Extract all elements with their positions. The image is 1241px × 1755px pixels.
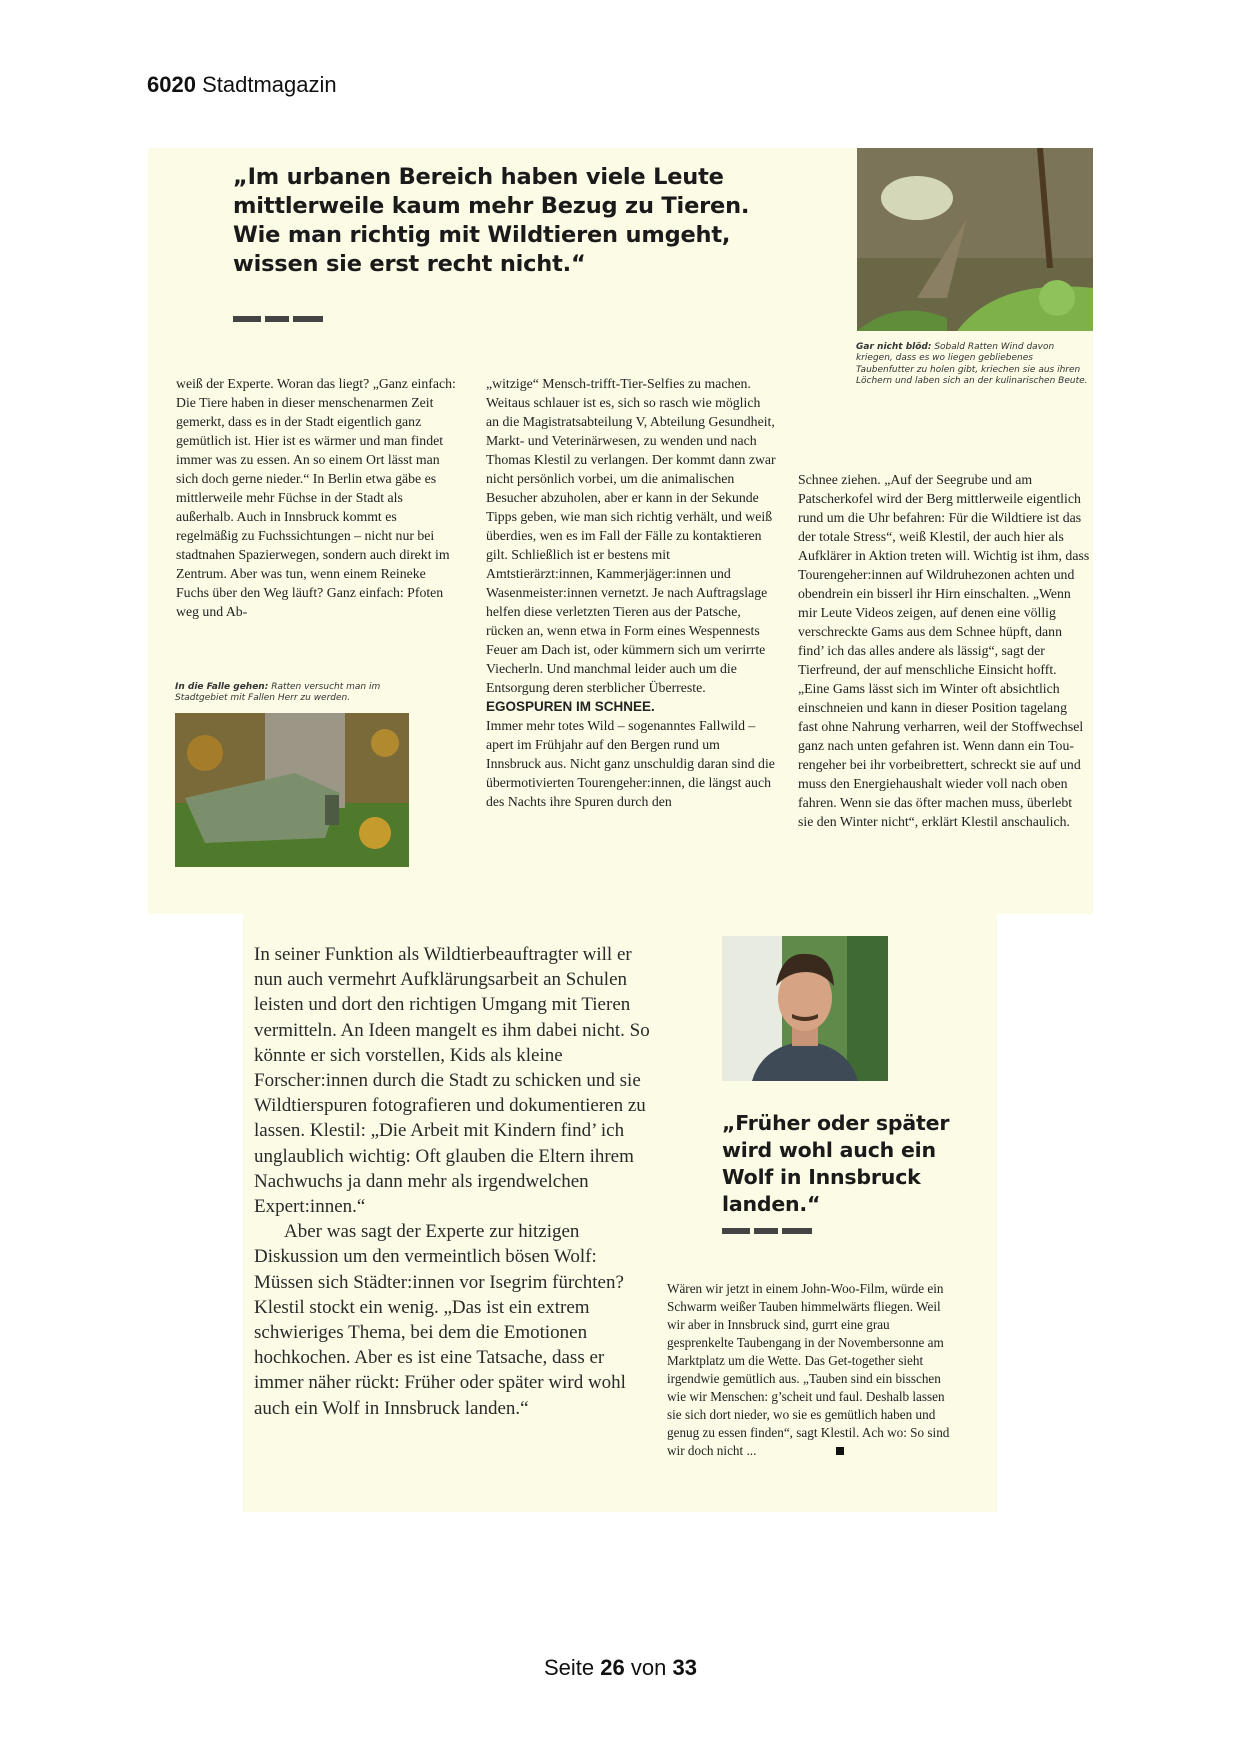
footer-mid: von — [630, 1655, 667, 1680]
caption-pigeon-lead: Gar nicht blöd: — [856, 342, 932, 352]
column-2-text: „witzige“ Mensch-trifft-Tier-Selfies zu machen. Weitaus schlauer ist es, sich so rasch wie möglich an die Magistratsabteilung V, Abteilung Gesundheit, Markt- und Veterinärwesen, zu wenden und nach Thomas Klestil zu verlangen. Der kommt dann zwar nicht persönlich vorbei, um die animalischen Besucher abzuholen, aber er kann in der Sekunde Tipps geben, wie man sich richtig verhält, und weiß überdies, wen es im Fall der Fälle zu kontaktieren gilt. Schließlich ist er bestens mit Amtstierärzt:innen, Kammerjäger:innen und Wasenmeister:innen vernetzt. Je nach Auftragslage helfen diese verletzten Tieren aus der Patsche, rücken an, wenn etwa in Form eines Wespennests Feuer am Dach ist, oder kümmern sich um verirrte Viecherln. Und manchmal leider auch um die Entsorgung deren sterblicher Überreste. — [486, 376, 776, 695]
column-2-text-cont: Immer mehr totes Wild – sogenanntes Fallwild – apert im Frühjahr auf den Bergen rund um Innsbruck aus. Nicht ganz unschuldig daran sind die übermotivierten Tourengeher:innen, die längst auch des Nachts ihre Spuren durch den — [486, 718, 775, 809]
large-paragraph-1: In seiner Funktion als Wildtierbeauftragter will er nun auch vermehrt Aufklärungsarbeit an Schulen leisten und dort den richtigen Umgang mit Tieren vermitteln. An Ideen mangelt es ihm dabei nicht. So könnte er sich vorstellen, Kids als kleine Forscher:innen durch die Stadt zu schicken und sie Wildtierspuren fotografieren und dokumentieren zu lassen. Klestil: „Die Arbeit mit Kindern find’ ich unglaublich wichtig: Oft glauben die Eltern ihrem Nachwuchs ja dann mehr als irgendwelchen Expert:innen.“ — [254, 944, 650, 1218]
pull-quote-bottom: „Früher oder später wird wohl auch ein Wolf in Innsbruck landen.“ — [722, 1111, 950, 1216]
caption-trap-lead: In die Falle gehen: — [175, 682, 269, 692]
column-3 — [798, 470, 1090, 831]
column-1-text: weiß der Experte. Woran das liegt? „Ganz einfach: Die Tiere haben in dieser menschenarmen Zeit gemerkt, dass es in der Stadt eigentlich ganz gemütlich ist. Hier ist es wärmer und man findet immer was zu essen. An so einem Ort lässt man sich doch gerne nieder.“ In Berlin etwa gäbe es mittlerweile mehr Füchse in der Stadt als außerhalb. Auch in Innsbruck kommt es regelmäßig zu Fuchssichtungen – nicht nur bei stadtnahen Spazierwegen, sondern auch direkt im Zentrum. Aber was tun, wenn einem Reineke Fuchs über den Weg läuft? Ganz einfach: Pfoten weg und Ab- — [176, 376, 456, 619]
portrait-photo — [722, 936, 888, 1081]
rat-trap-photo — [175, 713, 409, 867]
column-2 — [486, 374, 776, 811]
header-title: Stadtmagazin — [202, 72, 337, 97]
small-paragraph: Wären wir jetzt in einem John-Woo-Film, würde ein Schwarm weißer Tauben himmelwärts fliegen. Weil wir aber in Innsbruck sind, gurrt eine grau gesprenkelte Taubengang in der Novembersonne am Marktplatz um die Wette. Das Get-together sieht irgendwie gemütlich aus. „Tauben sind ein bisschen wie wir Menschen: g’scheit und faul. Deshalb lassen sie sich dort nieder, wo sie es gemütlich haben und genug zu essen finden“, sagt Klestil. Ach wo: So sind wir doch nicht ... — [667, 1281, 950, 1458]
quote-source-bottom — [722, 1221, 816, 1227]
large-paragraph-2: Aber was sagt der Experte zur hitzigen Diskussion um den vermeintlich bösen Wolf: Müssen sich Städter:innen vor Isegrim fürchten? Klestil stockt ein wenig. „Das ist ein extrem schwieriges Thema, bei dem die Emotionen hochkochen. Aber es ist eine Tatsache, dass er immer näher rückt: Früher oder später wird wohl auch ein Wolf in Innsbruck landen.“ — [254, 1221, 626, 1419]
page-footer — [0, 1655, 1241, 1681]
footer-page: 26 — [600, 1655, 625, 1680]
header-number: 6020 — [147, 72, 196, 97]
small-body-text — [667, 1280, 957, 1460]
caption-trap-text: Ratten versucht man im Stadtgebiet mit Fallen Herr zu werden. — [175, 682, 381, 704]
magazine-header — [147, 72, 337, 98]
footer-total: 33 — [672, 1655, 697, 1680]
caption-pigeon — [856, 342, 1091, 387]
large-body-text — [254, 942, 654, 1421]
caption-pigeon-text: Sobald Ratten Wind davon kriegen, dass es wo liegen gebliebenes Taubenfutter zu holen gibt, kriechen sie aus ihren Löchern und laben sich an der kulinarischen Beute. — [856, 342, 1088, 386]
pigeon-photo — [857, 148, 1093, 331]
column-3-text: Schnee ziehen. „Auf der Seegrube und am Patscherkofel wird der Berg mittlerweile eigentlich rund um die Uhr befahren: Für die Wildtiere ist das der totale Stress“, weiß Klestil, der auch hier als Aufklärer in Aktion treten will. Wichtig ist ihm, dass Tourengeher:innen auf Wildruhezonen achten und obendrein ein bisserl ihr Hirn einschalten. „Wenn mir Leute Videos zeigen, auf denen eine völlig verschreckte Gams aus dem Schnee hüpft, dann find’ ich das alles andere als lässig“, sagt der Tierfreund, der auf menschliche Einsicht hofft. „Eine Gams lässt sich im Winter oft absichtlich einschneien und kann in dieser Position tagelang fast ohne Nahrung verharren, weil der Stoffwechsel ganz nach unten gefahren ist. Wenn dann ein Tourengeher bei ihr vorbeibrettert, schreckt sie auf und muss den Energiehaushalt wieder voll nach oben fahren. Wenn sie das öfter machen muss, überlebt sie den Winter nicht“, erklärt Klestil anschaulich. — [798, 472, 1090, 829]
subheading: EGOSPUREN IM SCHNEE. — [486, 699, 655, 714]
quote-source-top — [233, 309, 327, 315]
caption-trap — [175, 682, 415, 705]
column-1 — [176, 374, 459, 621]
footer-prefix: Seite — [544, 1655, 595, 1680]
pull-quote-top: „Im urbanen Bereich haben viele Leute mittlerweile kaum mehr Bezug zu Tieren. Wie man richtig mit Wildtieren umgeht, wissen sie erst recht nicht.“ — [233, 164, 750, 277]
end-mark-icon — [836, 1447, 844, 1455]
